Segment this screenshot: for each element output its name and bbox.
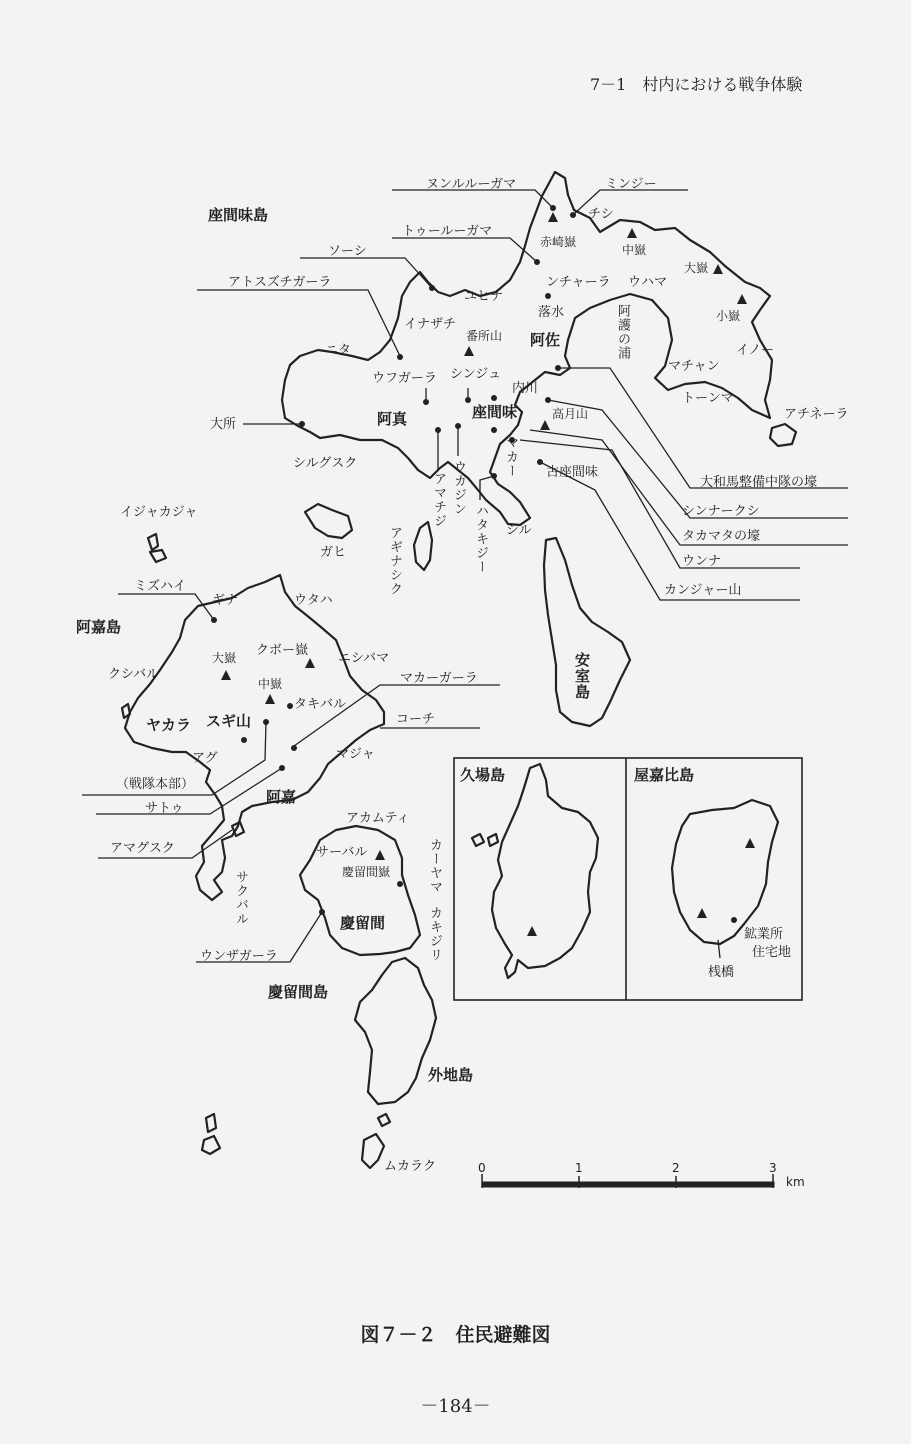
place-label: カーヤマ (427, 838, 442, 894)
mountain-peak-icon (713, 264, 723, 274)
leader-yamato (558, 368, 848, 488)
achineera-islet (770, 424, 796, 446)
location-dot (545, 397, 551, 403)
kuba-west-islet-2 (488, 834, 498, 846)
mountain-peak-icon (527, 926, 537, 936)
leader-atosuzuchigaara (197, 290, 400, 356)
location-dot (299, 421, 305, 427)
place-label: ニタ (325, 343, 352, 358)
location-dot (211, 617, 217, 623)
place-label: イナザチ (404, 317, 457, 332)
place-label: ウハマ (628, 275, 668, 290)
place-label: 古座間味 (546, 465, 599, 480)
location-dot (429, 285, 435, 291)
place-label: サーバル (316, 845, 368, 860)
scale-label: 3 (769, 1161, 777, 1175)
place-label: ニシバマ (338, 651, 390, 666)
mountain-peak-icon (265, 694, 275, 704)
place-label: ガヒ (320, 545, 347, 560)
location-dot (537, 459, 543, 465)
location-dot (491, 473, 497, 479)
mountain-peak-icon (548, 212, 558, 222)
izhakajya-islet-2 (150, 550, 166, 562)
place-label: マカーガーラ (400, 671, 478, 686)
place-label: ギナ (212, 593, 239, 608)
place-label: ヌンルルーガマ (426, 177, 517, 192)
location-dot (241, 737, 247, 743)
place-label: ムカラク (384, 1159, 437, 1174)
mountain-peak-icon (745, 838, 755, 848)
place-label-asa: 阿佐 (530, 331, 561, 349)
place-label: 桟橋 (708, 965, 735, 980)
place-label: 小嶽 (716, 309, 741, 323)
place-label-ama: 阿真 (377, 410, 408, 428)
place-label-yakara: ヤカラ (146, 716, 192, 734)
place-label: 落水 (538, 305, 565, 320)
location-dot (397, 881, 403, 887)
island-label-yakabi: 屋嘉比島 (634, 766, 695, 784)
figure-caption: 図７－２ 住民避難図 (360, 1324, 551, 1346)
southwest-islet-2 (202, 1136, 220, 1154)
zamami-island-coastline (282, 172, 772, 525)
location-dot (287, 703, 293, 709)
leader-mizuhai (118, 594, 214, 620)
place-label: マチャン (668, 359, 720, 374)
place-label: 大嶽 (212, 651, 237, 665)
leader-tuuruugama (392, 238, 537, 262)
fukaji-island-coastline (355, 958, 436, 1104)
island-label-zamami: 座間味島 (208, 206, 269, 224)
place-label: チシ (588, 207, 614, 222)
page-header: 7－1 村内における戦争体験 (590, 75, 803, 94)
place-label: ソーシ (328, 244, 367, 259)
mountain-peak-icon (221, 670, 231, 680)
mountain-peak-icon (627, 228, 637, 238)
place-label: タカマタの壕 (682, 529, 761, 544)
place-label: シンナークシ (682, 504, 760, 519)
mountain-peak-icon (464, 346, 474, 356)
scale-unit: km (786, 1175, 805, 1189)
place-label: クシバル (108, 667, 160, 682)
place-label-sugiyama: スギ山 (206, 712, 252, 730)
scale-label: 0 (478, 1161, 486, 1175)
place-label: ンチャーラ (546, 275, 611, 290)
place-label: サクバル (233, 870, 248, 926)
place-label: シンジュ (450, 367, 502, 382)
place-label: トゥールーガマ (402, 224, 493, 239)
place-label: シルグスク (293, 456, 358, 471)
location-dot (397, 354, 403, 360)
place-label: マカー (503, 436, 518, 478)
place-label: ウンナ (682, 554, 722, 569)
location-dot (731, 917, 737, 923)
place-label: 大嶽 (684, 261, 709, 275)
place-label: サトゥ (145, 801, 184, 816)
aka-west-islet (122, 704, 130, 718)
location-dot (263, 719, 269, 725)
place-label: ウカジン (451, 460, 466, 516)
island-label-kuba: 久場島 (460, 766, 506, 784)
scale-label: 2 (672, 1161, 680, 1175)
place-label: イノー (736, 343, 774, 358)
place-label: 番所山 (466, 329, 503, 343)
leader-nunruruugama (392, 190, 553, 208)
island-label-geruma: 慶留間島 (268, 983, 329, 1001)
place-label: ミンジー (605, 177, 657, 192)
location-dot (455, 423, 461, 429)
place-label: アチネーラ (784, 407, 849, 422)
izhakajya-islet (148, 534, 158, 550)
mountain-peak-icon (540, 420, 550, 430)
island-label-aka: 阿嘉島 (76, 618, 122, 636)
place-label: 大所 (210, 417, 237, 432)
place-label: 住宅地 (752, 945, 792, 960)
location-dot (435, 427, 441, 433)
place-label: アグ (192, 751, 218, 766)
aginashiku-islet (414, 522, 432, 570)
place-label: イジャカジャ (120, 505, 198, 520)
place-label: 高月山 (552, 407, 589, 421)
place-label: ミズハイ (134, 579, 187, 594)
place-label: タキバル (294, 697, 347, 712)
place-label: マジャ (336, 747, 375, 762)
mukaraku-islet-2 (378, 1114, 390, 1126)
island-label-fukaji: 外地島 (428, 1066, 474, 1084)
place-label: アトスズチガーラ (228, 275, 332, 290)
place-label: 中嶽 (622, 243, 647, 257)
place-label: 慶留間嶽 (342, 865, 391, 879)
place-label: カンジャー山 (664, 583, 742, 598)
place-label: アマグスク (110, 841, 175, 856)
mountain-peak-icon (305, 658, 315, 668)
location-dot (319, 909, 325, 915)
place-label: ハタキジー (473, 504, 488, 574)
location-dot (465, 397, 471, 403)
mountain-peak-icon (375, 850, 385, 860)
place-label: カキジリ (427, 906, 442, 962)
location-dot (555, 365, 561, 371)
southwest-islet (206, 1114, 216, 1132)
island-label-amuro: 安室島 (573, 652, 591, 700)
place-label: コーチ (396, 712, 436, 727)
place-label: シル (506, 523, 532, 538)
scale-bar (482, 1182, 774, 1187)
place-label: ウフガーラ (372, 371, 437, 386)
place-label: アマチジ (431, 472, 446, 528)
place-label: アギナシク (387, 526, 402, 596)
page-number: －184－ (420, 1396, 491, 1417)
place-label-zamami-village: 座間味 (472, 403, 518, 421)
location-dot (550, 205, 556, 211)
kuba-west-islet (472, 834, 484, 846)
mountain-peak-icon (697, 908, 707, 918)
place-label: 中嶽 (258, 677, 283, 691)
place-label: 内川 (512, 381, 539, 396)
place-label: アカムティ (346, 811, 410, 826)
place-label-ago-ura: 阿護の浦 (615, 304, 630, 360)
location-dot (491, 427, 497, 433)
location-dot (279, 765, 285, 771)
place-label: 大和馬整備中隊の壕 (700, 475, 818, 490)
yakabi-island-coastline (672, 800, 778, 944)
gahi-islet (305, 504, 352, 538)
place-label: トーンマ (682, 391, 734, 406)
location-dot (534, 259, 540, 265)
place-label: 鉱業所 (744, 927, 784, 942)
mukaraku-islet (362, 1134, 384, 1168)
place-label: （戦隊本部） (116, 777, 195, 792)
place-label-geruma-village: 慶留間 (340, 914, 386, 932)
scale-label: 1 (575, 1161, 583, 1175)
place-label-aka-village: 阿嘉 (266, 788, 297, 806)
location-dot (491, 395, 497, 401)
kuba-island-coastline (492, 764, 598, 978)
location-dot (423, 399, 429, 405)
place-label: ウンザガーラ (200, 949, 278, 964)
place-label: 赤崎嶽 (540, 235, 577, 249)
location-dot (570, 212, 576, 218)
place-label: ユヒナ (464, 289, 504, 304)
location-dot (545, 293, 551, 299)
place-label: クボー嶽 (256, 643, 309, 658)
mountain-peak-icon (737, 294, 747, 304)
location-dot (291, 745, 297, 751)
place-label: ウタハ (294, 593, 333, 608)
